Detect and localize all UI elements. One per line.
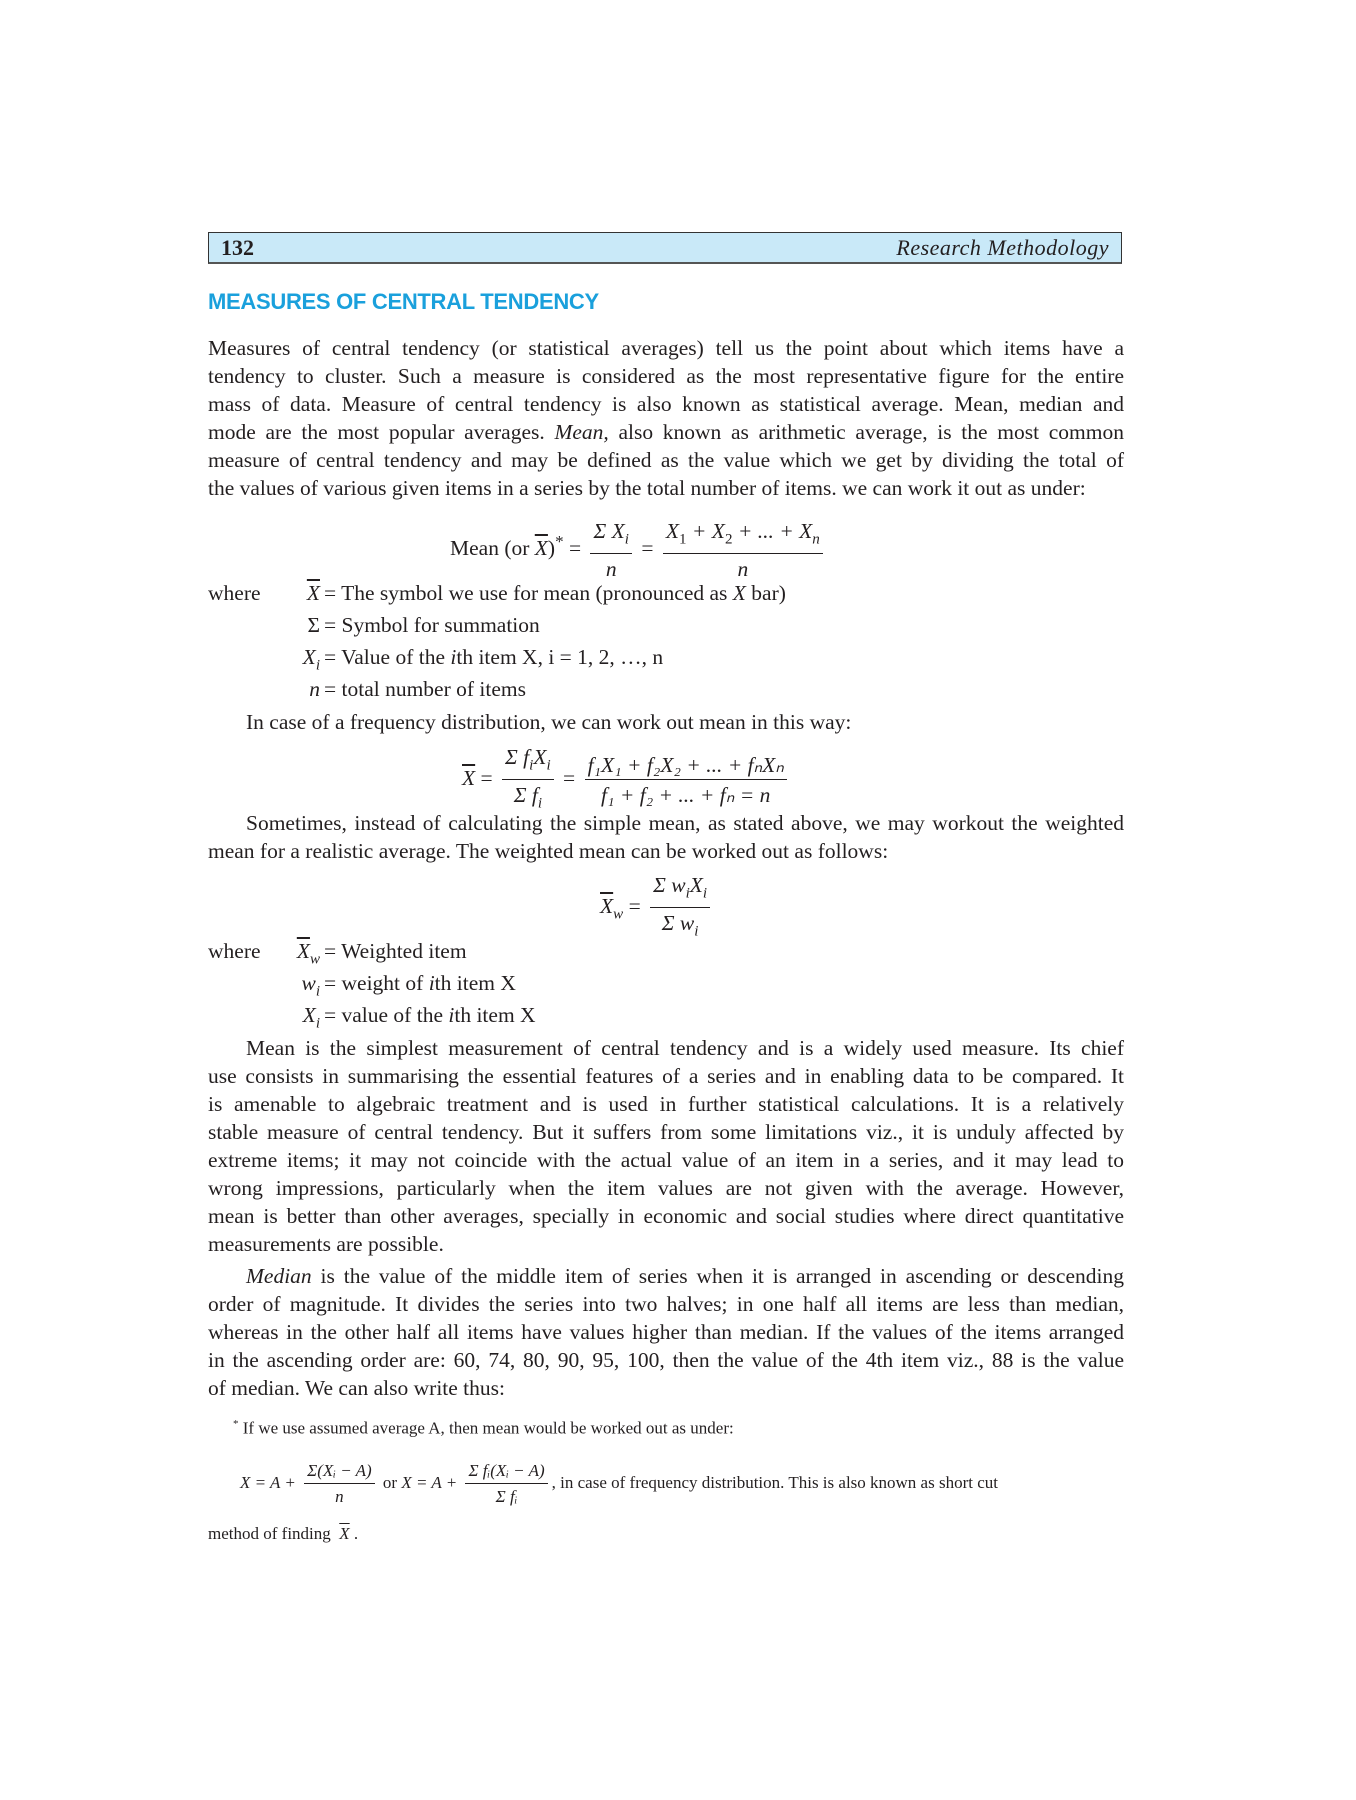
- text-line: mean for a realistic average. The weighted mean can be worked out as follows:: [208, 839, 889, 863]
- subscript: i: [702, 885, 708, 902]
- footnote-text: method of finding: [208, 1524, 331, 1543]
- italic-term: i: [450, 645, 457, 669]
- footnote-intro: [233, 1418, 734, 1439]
- definition-text: th item X, i = 1, 2, …, n: [456, 645, 664, 669]
- definition-text: = Symbol for summation: [324, 613, 540, 637]
- text-line: Measures of central tendency (or statistical averages) tell us the point about which items have a: [208, 336, 1124, 360]
- symbol: $X_i$: [302, 645, 320, 674]
- definition-text: = Value of the: [324, 645, 451, 669]
- where-definitions: [290, 937, 536, 1033]
- numerator: Σ(Xᵢ − A): [307, 1461, 372, 1480]
- text-line: extreme items; it may not coincide with the actual value of an item in a series, and it may lead to: [208, 1148, 1124, 1172]
- symbol: $\overline{X}_w$: [296, 939, 320, 968]
- subscript: 2: [724, 531, 733, 548]
- text-line: of median. We can also write thus:: [208, 1376, 506, 1400]
- definition-row: [290, 611, 786, 643]
- text-segment: is the value of the middle item of series when it is arranged in ascending or descending: [311, 1264, 1124, 1288]
- text-line: mean is better than other averages, specially in economic and social studies where direct quantitative: [208, 1204, 1124, 1228]
- definition-text: = total number of items: [324, 677, 527, 701]
- symbol: n: [309, 677, 320, 701]
- where-definitions: [290, 579, 786, 707]
- equals: =: [628, 894, 641, 919]
- footnote-mark: *: [555, 531, 564, 551]
- text-line: wrong impressions, particularly when the item values are not given with the average. However,: [208, 1176, 1124, 1200]
- formula-lhs: X = A +: [401, 1472, 458, 1492]
- fraction: [502, 744, 554, 817]
- fraction: [304, 1460, 375, 1508]
- subscript: 1: [679, 531, 687, 548]
- term: + ... + X: [732, 519, 813, 543]
- numerator: Σ fᵢ(Xᵢ − A): [468, 1461, 545, 1480]
- symbol: $w_i$: [301, 971, 320, 1000]
- term: X: [665, 519, 679, 543]
- section-heading: MEASURES OF CENTRAL TENDENCY: [208, 289, 599, 314]
- subscript: i: [624, 531, 629, 548]
- definition-row: [290, 675, 786, 707]
- formula-lhs: X = A +: [240, 1472, 296, 1492]
- or-text: or: [382, 1472, 398, 1492]
- footnote-mark: *: [233, 1418, 239, 1430]
- subscript: n: [812, 531, 820, 548]
- text-segment: also known as arithmetic average, is the most common: [608, 420, 1124, 444]
- formula-text: ): [547, 536, 556, 561]
- text-line: use consists in summarising the essential features of a series and in enabling data to be compared. It: [208, 1064, 1124, 1088]
- numerator: X: [689, 873, 703, 897]
- definition-text: = value of the: [324, 1003, 449, 1027]
- numerator: f₁X₁ + f₂X₂ + ... + fₙXₙ: [587, 753, 784, 778]
- fraction: [465, 1460, 547, 1508]
- definition-row: [290, 1001, 536, 1033]
- x-bar: $\overline{X}$: [600, 894, 614, 919]
- footnote-text: , in case of frequency distribution. This is also known as short cut: [551, 1472, 998, 1492]
- italic-term: X: [732, 581, 746, 605]
- denominator: n: [335, 1487, 344, 1506]
- mean-formula: [450, 518, 827, 582]
- text-line: measurements are possible.: [208, 1232, 444, 1256]
- paragraph-median: [208, 1262, 1124, 1402]
- subscript: i: [694, 923, 699, 940]
- text-line: tendency to cluster. Such a measure is considered as the most representative figure for the entire: [208, 364, 1124, 388]
- text-line: mass of data. Measure of central tendency is also known as statistical average. Mean, median and: [208, 392, 1124, 416]
- running-head-title: Research Methodology: [896, 234, 1109, 260]
- subscript: i: [546, 757, 551, 774]
- fraction: [650, 872, 710, 945]
- x-bar: $\overline{X}$: [339, 1524, 350, 1543]
- equals: =: [568, 536, 582, 561]
- text-line: Sometimes, instead of calculating the simple mean, as stated above, we may workout the weighted: [246, 811, 1124, 835]
- paragraph-weighted: [208, 809, 1124, 865]
- text-line: whereas in the other half all items have values higher than median. If the values of the items arranged: [208, 1320, 1124, 1344]
- fraction: [585, 752, 787, 808]
- definition-row: [290, 579, 786, 611]
- italic-term: i: [448, 1003, 455, 1027]
- text-line: in the ascending order are: 60, 74, 80, 90, 95, 100, then the value of the 4th item viz., 88 is the value: [208, 1348, 1124, 1372]
- running-header: [208, 232, 1122, 264]
- where-label: where: [208, 581, 261, 605]
- definition-text: bar): [745, 581, 786, 605]
- page-number: 132: [221, 234, 254, 260]
- text-segment: mode are the most popular averages.: [208, 420, 555, 444]
- text-line: is amenable to algebraic treatment and is used in further statistical calculations. It is a relatively: [208, 1092, 1124, 1116]
- where-label: where: [208, 939, 261, 963]
- italic-term: Mean,: [554, 420, 609, 444]
- subscript: i: [685, 885, 690, 902]
- footnote-formula: [240, 1460, 998, 1508]
- denominator: Σ w: [661, 911, 695, 936]
- symbol: $X_i$: [302, 1003, 320, 1032]
- footnote-text: If we use assumed average A, then mean would be worked out as under:: [238, 1418, 734, 1438]
- paragraph-intro: [208, 334, 1124, 502]
- formula-text: Mean (or: [450, 536, 535, 561]
- definition-text: = Weighted item: [324, 939, 467, 963]
- footnote-end: [208, 1524, 358, 1544]
- x-bar: $\overline{X}$: [534, 536, 548, 561]
- subscript: i: [537, 795, 542, 812]
- term: + X: [686, 519, 725, 543]
- text-line: [208, 418, 1124, 446]
- denominator: n: [737, 557, 749, 582]
- period: .: [353, 1524, 359, 1543]
- text-line: the values of various given items in a series by the total number of items. we can work it out as under:: [208, 476, 1086, 500]
- equals: =: [563, 766, 576, 791]
- italic-term: i: [428, 971, 435, 995]
- definition-row: [290, 937, 536, 969]
- text-line: order of magnitude. It divides the series into two halves; in one half all items are less than median,: [208, 1292, 1124, 1316]
- denominator: Σ f: [513, 783, 538, 808]
- fraction: [663, 518, 823, 582]
- text-line: stable measure of central tendency. But it suffers from some limitations viz., it is unduly affected by: [208, 1120, 1124, 1144]
- numerator: X: [533, 745, 547, 769]
- definition-row: [290, 643, 786, 675]
- numerator: Σ w: [653, 873, 686, 897]
- numerator: Σ X: [593, 519, 625, 543]
- symbol: $\overline{X}$: [306, 581, 320, 605]
- denominator: n: [605, 557, 617, 582]
- weighted-mean-formula: [600, 872, 714, 945]
- definition-row: [290, 969, 536, 1001]
- fraction: [590, 518, 631, 582]
- equals: =: [641, 536, 654, 561]
- numerator: Σ f: [505, 745, 530, 769]
- frequency-intro: In case of a frequency distribution, we can work out mean in this way:: [246, 710, 852, 734]
- equals: =: [480, 766, 493, 791]
- denominator: f₁ + f₂ + ... + fₙ = n: [601, 783, 771, 808]
- italic-term: Median: [246, 1264, 312, 1288]
- x-bar: $\overline{X}$: [462, 766, 476, 791]
- denominator: Σ fᵢ: [495, 1487, 518, 1506]
- paragraph-mean-properties: [208, 1034, 1124, 1258]
- text-line: Mean is the simplest measurement of central tendency and is a widely used measure. Its chief: [246, 1036, 1124, 1060]
- subscript: w: [613, 906, 624, 923]
- definition-text: th item X: [454, 1003, 536, 1027]
- frequency-mean-formula: [462, 744, 791, 817]
- text-line: [208, 1262, 1124, 1290]
- definition-text: th item X: [434, 971, 516, 995]
- definition-text: = The symbol we use for mean (pronounced as: [324, 581, 733, 605]
- subscript: i: [529, 757, 534, 774]
- definition-text: = weight of: [324, 971, 429, 995]
- text-line: measure of central tendency and may be defined as the value which we get by dividing the total of: [208, 448, 1124, 472]
- symbol: Σ: [307, 613, 320, 637]
